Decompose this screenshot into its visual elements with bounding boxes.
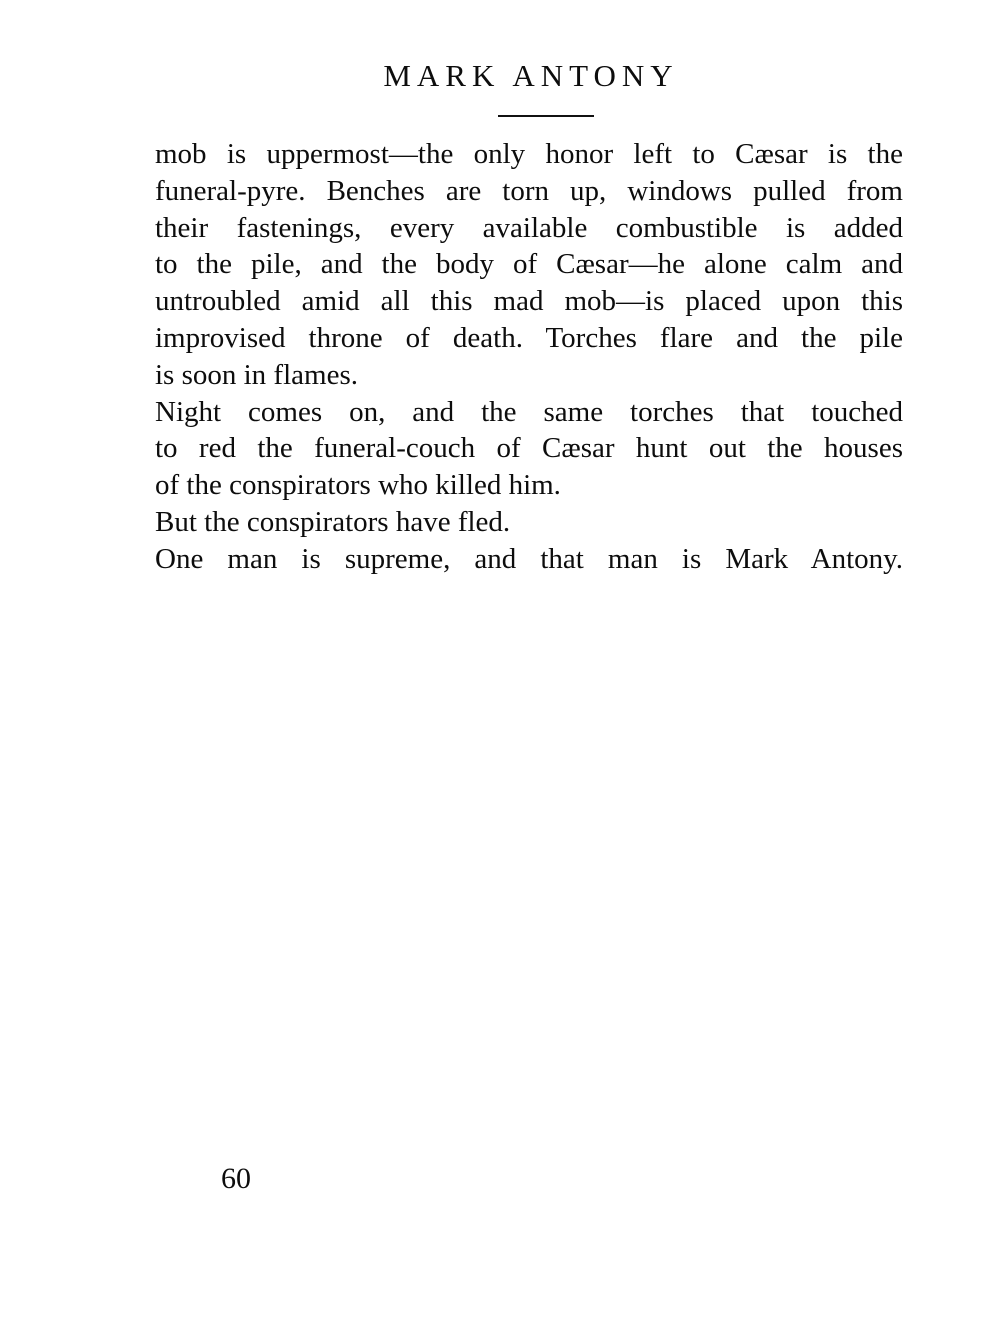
paragraph-3 [155, 504, 903, 541]
paragraph-2 [155, 394, 903, 504]
page-number: 60 [221, 1162, 251, 1195]
paragraph-4 [155, 541, 903, 578]
text-line: to red the funeral-couch of Cæsar hunt out the houses [155, 432, 903, 465]
text-line: is soon in flames. [155, 358, 358, 391]
text-line: to the pile, and the body of Cæsar—he alone calm and [155, 248, 903, 281]
text-line: funeral-pyre. Benches are torn up, windows pulled from [155, 174, 903, 207]
paragraph-1 [155, 136, 903, 394]
text-line: of the conspirators who killed him. [155, 469, 561, 502]
text-line: improvised throne of death. Torches flare and the pile [155, 321, 903, 354]
text-line: their fastenings, every available combustible is added [155, 211, 903, 244]
text-line: One man is supreme, and that man is Mark Antony. [155, 542, 903, 575]
header-rule [498, 115, 594, 117]
running-head: MARK ANTONY [383, 58, 679, 93]
body-text [155, 136, 903, 578]
text-line: untroubled amid all this mad mob—is placed upon this [155, 285, 903, 318]
text-line: Night comes on, and the same torches that touched [155, 395, 903, 428]
text-line: mob is uppermost—the only honor left to Cæsar is the [155, 138, 903, 170]
text-line: But the conspirators have fled. [155, 505, 511, 538]
